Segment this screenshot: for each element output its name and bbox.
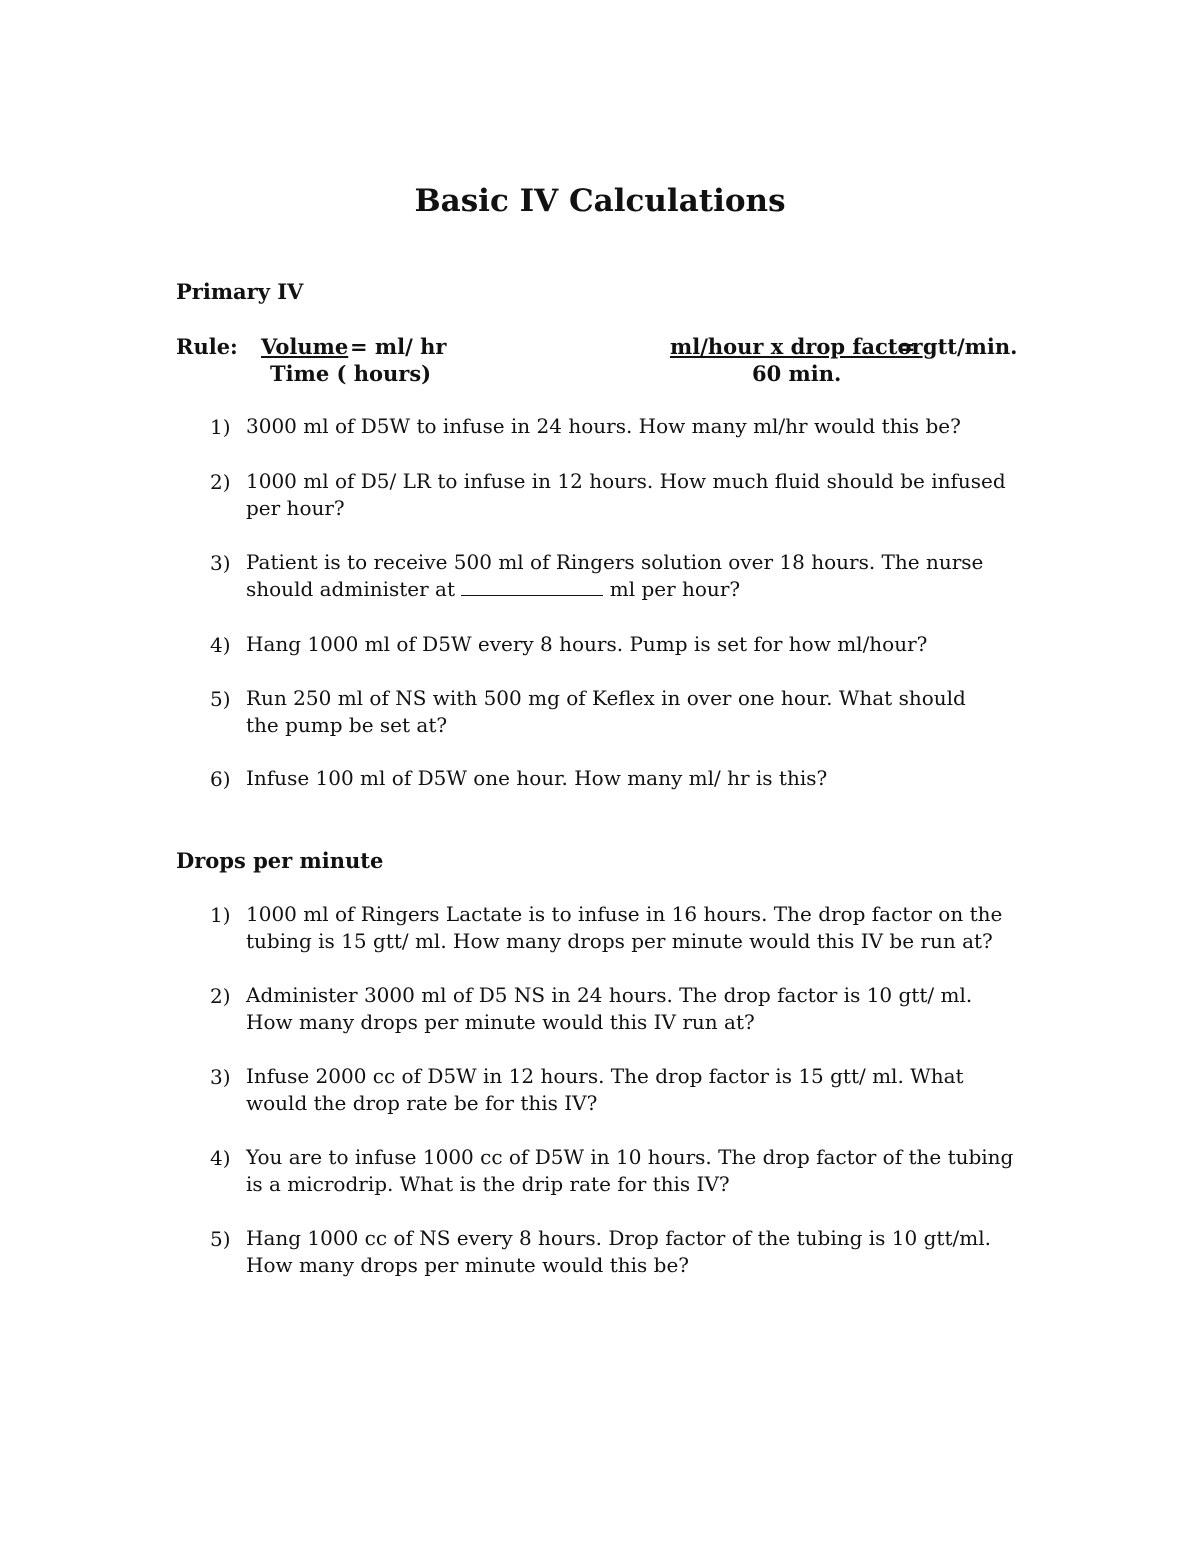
question-number: 3): [210, 1065, 231, 1089]
question-text: 1000 ml of D5/ LR to infuse in 12 hours. How much fluid should be infused per hour?: [246, 469, 1006, 520]
question-number: 4): [210, 1146, 231, 1170]
question-text: Hang 1000 ml of D5W every 8 hours. Pump is set for how ml/hour?: [246, 632, 928, 656]
rule-time-denominator: Time ( hours): [270, 361, 432, 386]
question-number: 3): [210, 551, 231, 575]
question-number: 2): [210, 984, 231, 1008]
section-heading-drops-per-minute: Drops per minute: [176, 848, 384, 873]
rule-minutes-denominator: 60 min.: [752, 361, 842, 386]
question-text: Infuse 100 ml of D5W one hour. How many ml/ hr is this?: [246, 766, 828, 790]
rule-drop-equals: = gtt/min.: [898, 334, 1018, 359]
question-text: [246, 1225, 1036, 1279]
question-number: 1): [210, 903, 231, 927]
rule-volume-numerator: Volume: [261, 334, 349, 359]
question-text: You are to infuse 1000 cc of D5W in 10 hours. The drop factor of the tubing is a microdrip. What is the drip rate for this IV?: [246, 1145, 1014, 1196]
question-text: 1000 ml of Ringers Lactate is to infuse in 16 hours. The drop factor on the tubing is 15 gtt/ ml. How many drops per minute would this IV be run at?: [246, 902, 1003, 953]
question-text-line-1: Hang 1000 cc of NS every 8 hours. Drop factor of the tubing is 10 gtt/ml.: [246, 1226, 991, 1250]
rule-volume-equals: = ml/ hr: [350, 334, 447, 359]
question-text: Administer 3000 ml of D5 NS in 24 hours. The drop factor is 10 gtt/ ml. How many drops per minute would this IV run at?: [246, 983, 973, 1034]
question-text-after-blank: ml per hour?: [609, 577, 741, 601]
question-number: 6): [210, 767, 231, 791]
rule-drop-numerator: ml/hour x drop factor: [670, 334, 923, 359]
rule-label: Rule:: [176, 334, 238, 359]
question-text-line-2: How many drops per minute would this be?: [246, 1253, 690, 1277]
question-text: 3000 ml of D5W to infuse in 24 hours. How many ml/hr would this be?: [246, 414, 961, 438]
answer-blank: [461, 577, 603, 596]
question-number: 2): [210, 470, 231, 494]
question-text: [246, 549, 1016, 603]
question-text: Infuse 2000 cc of D5W in 12 hours. The drop factor is 15 gtt/ ml. What would the drop rate be for this IV?: [246, 1064, 964, 1115]
question-number: 5): [210, 1227, 231, 1251]
question-text-before-blank: Patient is to receive 500 ml of Ringers solution over 18 hours. The nurse should administer at: [246, 550, 984, 601]
question-number: 1): [210, 415, 231, 439]
question-text: Run 250 ml of NS with 500 mg of Keflex in over one hour. What should the pump be set at?: [246, 686, 966, 737]
question-number: 5): [210, 687, 231, 711]
question-number: 4): [210, 633, 231, 657]
page-title: Basic IV Calculations: [414, 183, 786, 219]
section-heading-primary-iv: Primary IV: [176, 279, 304, 304]
